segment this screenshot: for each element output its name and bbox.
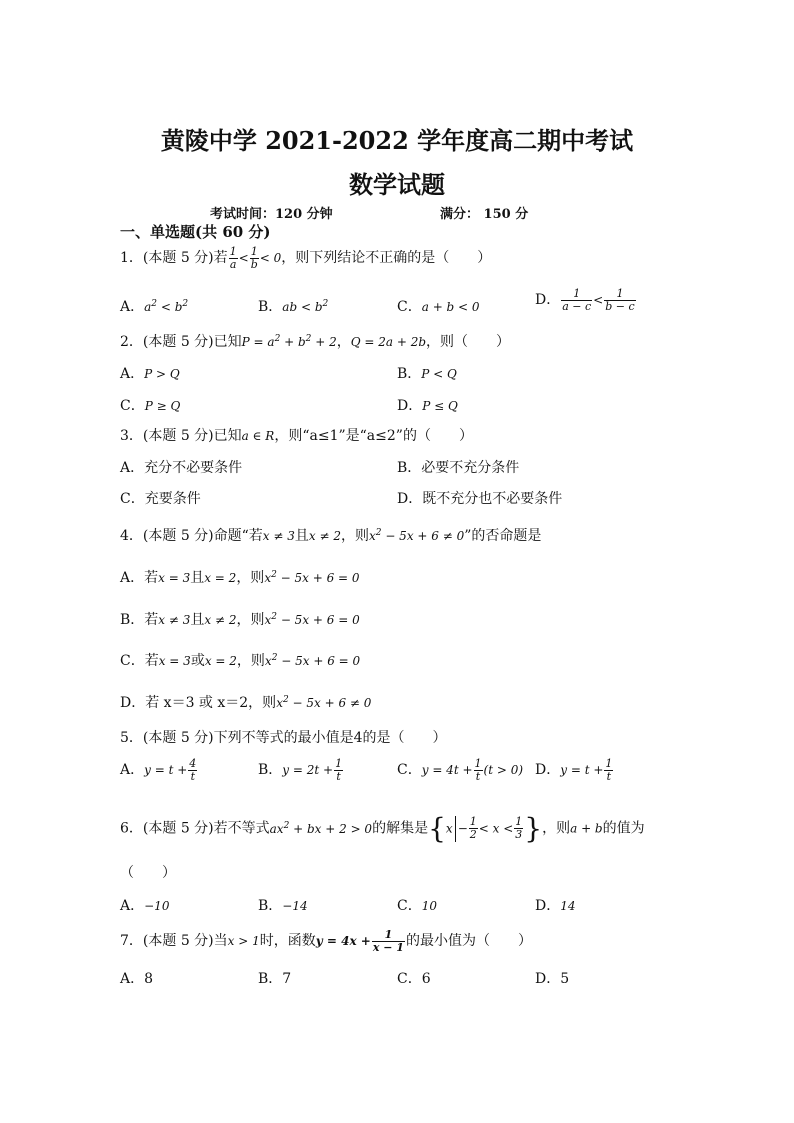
- q6-option-a: A．−10: [120, 898, 170, 914]
- question-4: 4．(本题 5 分)命题“若x ≠ 3且x ≠ 2，则$x^2 - 5x + 6 \ne 0$”的否命题是: [120, 528, 542, 544]
- q6-option-d: D．14: [535, 898, 576, 914]
- q1-option-d: D． $\frac{1}{a - c}$ < $\frac{1}{b - c}$: [535, 287, 635, 313]
- q1-fraction-1b: $\frac{1}{b}$: [250, 245, 258, 271]
- question-5: 5．(本题 5 分)下列不等式的最小值是4的是（ ）: [120, 730, 447, 746]
- q3-option-b: B．必要不充分条件: [397, 460, 520, 476]
- q2-option-b: B．P < Q: [397, 366, 457, 382]
- question-1: 1．(本题 5 分)若 $\frac{1}{a}$ < $\frac{1}{b}$ < 0，则下列结论不正确的是（ ）: [120, 245, 492, 271]
- q7-option-a: A．8: [120, 971, 154, 987]
- q6-answer-paren: （ ）: [120, 865, 176, 881]
- q4-option-a: A．若x = 3且x = 2，则$x^2 - 5x + 6 = 0$: [120, 570, 360, 586]
- section-title: 一、单选题(共 60 分): [120, 223, 271, 241]
- q4-option-c: C．若x = 3或x = 2，则$x^2 - 5x + 6 = 0$: [120, 653, 361, 669]
- q6-option-b: B．−14: [258, 898, 308, 914]
- q1-prefix: 1．(本题 5 分)若: [120, 250, 228, 267]
- q5-option-a: A．y = t + $\frac{4}{t}$: [120, 757, 197, 783]
- exam-subtitle: 数学试题: [349, 170, 445, 199]
- q1-option-b: B．ab < $b^2$: [258, 299, 329, 315]
- q1-fraction-1a: $\frac{1}{a}$: [229, 245, 237, 271]
- question-3: 3．(本题 5 分)已知a ∈ R，则“a≤1”是“a≤2”的（ ）: [120, 428, 473, 444]
- q4-option-b: B．若x ≠ 3且x ≠ 2，则$x^2 - 5x + 6 = 0$: [120, 612, 360, 628]
- q3-option-a: A．充分不必要条件: [120, 460, 243, 476]
- q1-option-a: A．$a^2 < b^2$: [120, 299, 189, 315]
- exam-time: 考试时间：120 分钟: [210, 207, 333, 222]
- exam-score: 满分： 150 分: [440, 207, 529, 222]
- q1-option-c: C．a + b < 0: [397, 299, 480, 315]
- question-7: 7．(本题 5 分)当x > 1时，函数y = 4x + $\frac{1}{x - 1}$ 的最小值为（ ）: [120, 928, 532, 954]
- question-6: 6．(本题 5 分)若不等式$ax^2$ + bx + 2 > 0的解集是{x − $\frac{1}{2}$ < x < $\frac{1}{3}$ }，则a + b的值为: [120, 812, 645, 845]
- q5-option-b: B．y = 2t + $\frac{1}{t}$: [258, 757, 343, 783]
- exam-title: 黄陵中学 2021-2022 学年度高二期中考试: [160, 126, 634, 155]
- q3-option-c: C．充要条件: [120, 491, 201, 507]
- q6-option-c: C．10: [397, 898, 437, 914]
- q2-option-a: A．P > Q: [120, 366, 180, 382]
- q4-option-d: D．若 x＝3 或 x＝2，则$x^2 - 5x + 6 \ne 0$: [120, 695, 372, 711]
- q3-option-d: D．既不充分也不必要条件: [397, 491, 563, 507]
- q5-option-c: C．y = 4t + $\frac{1}{t}$ (t > 0): [397, 757, 524, 783]
- q5-option-d: D．y = t + $\frac{1}{t}$: [535, 757, 613, 783]
- q1-suffix: ，则下列结论不正确的是（ ）: [281, 250, 492, 267]
- q2-option-d: D．P ≤ Q: [397, 398, 458, 414]
- q7-option-d: D．5: [535, 971, 570, 987]
- q2-option-c: C．P ≥ Q: [120, 398, 181, 414]
- question-2: 2．(本题 5 分)已知$P = a^2 + b^2 + 2$，Q = 2a + 2b，则（ ）: [120, 334, 511, 350]
- q7-option-c: C．6: [397, 971, 431, 987]
- q7-option-b: B．7: [258, 971, 292, 987]
